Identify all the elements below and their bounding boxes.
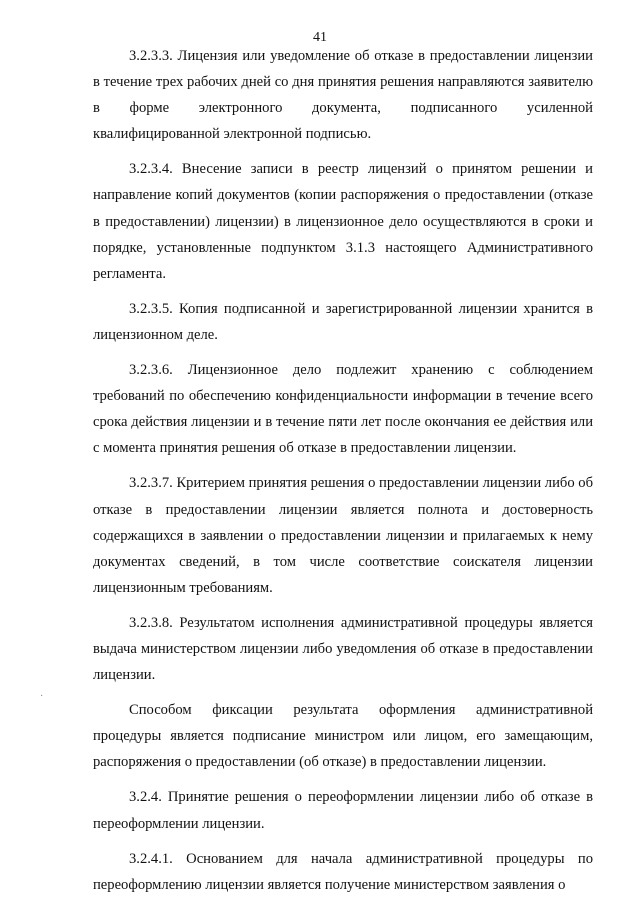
paragraph-3-2-4: 3.2.4. Принятие решения о переоформлении лицензии либо об отказе в переоформлении лицензии. [93,789,593,832]
document-body [93,43,593,898]
paragraph-fixation-method: Способом фиксации результата оформления административной процедуры является подписание министром или лицом, его замещающим, распоряжения о предоставлении (об отказе) в предоставлении лицензии. [93,702,593,771]
paragraph-3-2-4-1: 3.2.4.1. Основанием для начала административной процедуры по переоформлению лицензии является получение министерством заявления о [93,850,593,893]
margin-mark: · [40,691,44,702]
paragraph-3-2-3-3: 3.2.3.3. Лицензия или уведомление об отказе в предоставлении лицензии в течение трех рабочих дней со дня принятия решения направляются заявителю в форме электронного документа, подписанного усиленной квалифицированной электронной подписью. [93,48,593,143]
paragraph-3-2-3-4: 3.2.3.4. Внесение записи в реестр лицензий о принятом решении и направление копий документов (копии распоряжения о предоставлении (отказе в предоставлении) лицензии) в лицензионное дело осуществляются в сроки и порядке, установленные подпунктом 3.1.3 настоящего Административного регламента. [93,161,593,282]
paragraph-3-2-3-6: 3.2.3.6. Лицензионное дело подлежит хранению с соблюдением требований по обеспечению конфиденциальности информации в течение всего срока действия лицензии и в течение пяти лет после окончания ее действия или с момента принятия решения об отказе в предоставлении лицензии. [93,362,593,457]
paragraph-3-2-3-7: 3.2.3.7. Критерием принятия решения о предоставлении лицензии либо об отказе в предоставлении лицензии является полнота и достоверность содержащихся в заявлении о предоставлении лицензии и прилагаемых к нему документах сведений, в том числе соответствие соискателя лицензии лицензионным требованиям. [93,475,593,596]
paragraph-3-2-3-8: 3.2.3.8. Результатом исполнения административной процедуры является выдача министерством лицензии либо уведомления об отказе в предоставлении лицензии. [93,614,593,684]
paragraph-3-2-3-5: 3.2.3.5. Копия подписанной и зарегистрированной лицензии хранится в лицензионном деле. [93,300,593,343]
page-number: 41 [313,30,327,45]
